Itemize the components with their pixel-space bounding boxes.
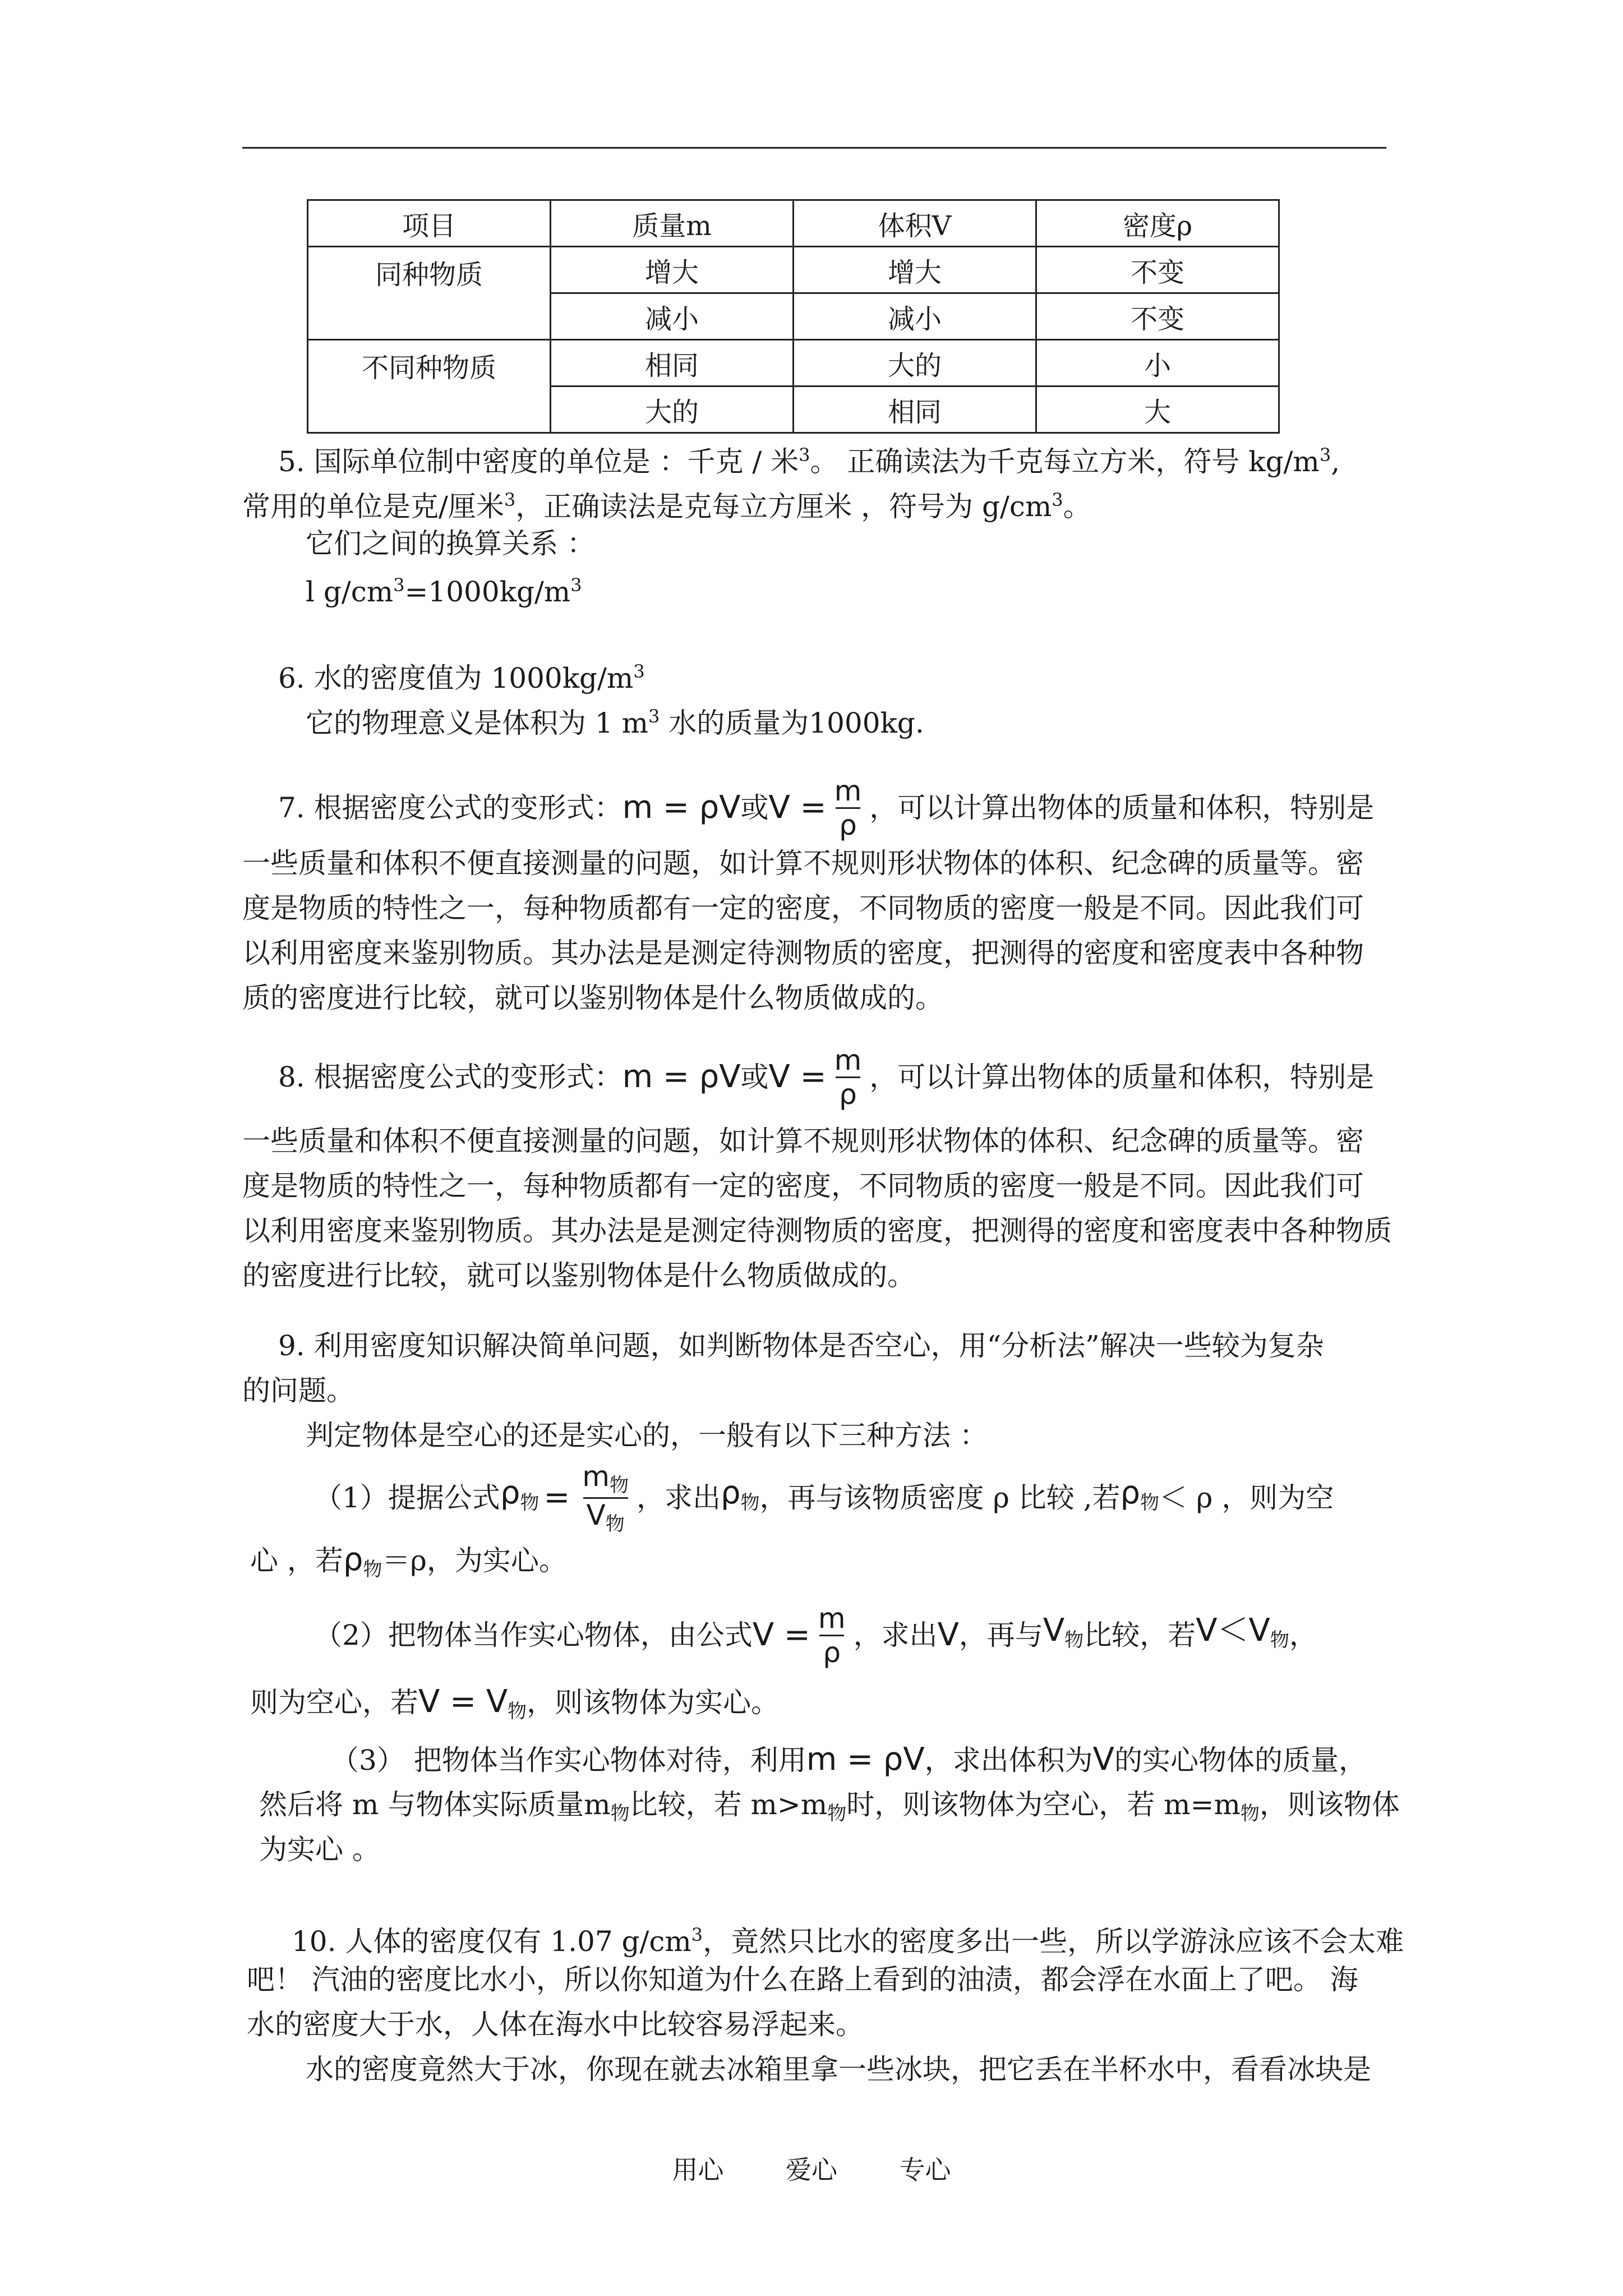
footer-text: 专心 bbox=[899, 2155, 951, 2185]
section-7-line-4: 以利用密度来鉴别物质。其办法是是测定待测物质的密度，把测得的密度和密度表中各种物 bbox=[242, 937, 1364, 969]
superscript: 3 bbox=[633, 661, 645, 682]
m-symbol: m bbox=[582, 1460, 610, 1493]
formula-volume: V = bbox=[768, 789, 827, 826]
text: ，求出 bbox=[637, 1481, 721, 1514]
section-7-line-3: 度是物质的特性之一，每种物质都有一定的密度，不同物质的密度一般是不同。因此我们可 bbox=[242, 892, 1364, 924]
table-header-cell: 密度ρ bbox=[1036, 200, 1279, 247]
v-symbol: V bbox=[1043, 1612, 1065, 1649]
text: 或 bbox=[740, 792, 769, 824]
table-cell: 减小 bbox=[551, 293, 794, 340]
numerator: m bbox=[818, 1602, 846, 1635]
rho-symbol: ρ bbox=[721, 1474, 741, 1511]
section-7-line-1 bbox=[278, 774, 1375, 841]
fraction-m-over-rho bbox=[815, 1604, 849, 1667]
text: ，求出 bbox=[853, 1619, 938, 1651]
text: 时，则该物体为空心，若 m=m bbox=[846, 1788, 1241, 1821]
text: ＜ ρ ，则为空 bbox=[1159, 1481, 1334, 1514]
header-rule bbox=[242, 147, 1386, 149]
subscript: 物 bbox=[1064, 1628, 1084, 1651]
section-10-line-4: 水的密度竟然大于冰，你现在就去冰箱里拿一些冰块，把它丢在半杯水中，看看冰块是 bbox=[306, 2053, 1371, 2086]
text: 则为空心，若 bbox=[250, 1686, 418, 1719]
text: ， bbox=[1289, 1619, 1317, 1651]
subscript: 物 bbox=[363, 1558, 382, 1581]
table-cell: 相同 bbox=[794, 386, 1036, 433]
table-group-label: 同种物质 bbox=[308, 247, 551, 340]
text: ，则该物体 bbox=[1259, 1788, 1400, 1821]
superscript: 3 bbox=[691, 1924, 703, 1945]
footer-text: 用心 bbox=[672, 2155, 724, 2185]
text: ，可以计算出物体的质量和体积，特别是 bbox=[869, 792, 1375, 824]
text: ，正确读法是克每立方厘米 ，符号为 g/cm bbox=[515, 490, 1052, 523]
method-1-line-2 bbox=[250, 1538, 567, 1591]
numerator bbox=[579, 1462, 632, 1497]
section-8-line-2: 一些质量和体积不便直接测量的问题，如计算不规则形状物体的体积、纪念碑的质量等。密 bbox=[242, 1125, 1364, 1157]
denominator: ρ bbox=[836, 807, 860, 839]
table-cell: 不变 bbox=[1036, 293, 1279, 340]
table-row bbox=[308, 247, 1279, 293]
section-5-conversion bbox=[306, 563, 582, 614]
denominator bbox=[583, 1497, 628, 1534]
v-less-than-vwu bbox=[1196, 1609, 1289, 1662]
subscript: 物 bbox=[740, 1491, 760, 1514]
density-table bbox=[307, 199, 1280, 434]
rho-wu bbox=[500, 1471, 540, 1525]
section-6-line-1 bbox=[278, 650, 645, 700]
table-row bbox=[308, 340, 1279, 386]
text: 它的物理意义是体积为 1 m bbox=[306, 707, 649, 739]
superscript: 3 bbox=[1052, 489, 1063, 510]
section-10-line-1 bbox=[292, 1913, 1404, 1963]
text: 10. 人体的密度仅有 1.07 g/cm bbox=[292, 1925, 691, 1958]
section-8-line-5: 的密度进行比较，就可以鉴别物体是什么物质做成的。 bbox=[242, 1259, 915, 1292]
text: ＝ρ，为实心。 bbox=[382, 1544, 567, 1577]
text: 。 正确读法为千克每立方米，符号 kg/m bbox=[810, 445, 1320, 478]
table-cell: 增大 bbox=[551, 247, 794, 293]
text: 。 bbox=[1063, 490, 1091, 523]
method-3-line-1 bbox=[331, 1738, 1367, 1782]
section-10-line-2: 吧！ 汽油的密度比水小，所以你知道为什么在路上看到的油渍，都会浮在水面上了吧。 海 bbox=[247, 1963, 1358, 1996]
subscript: 物 bbox=[610, 1474, 629, 1497]
text: l g/cm bbox=[306, 576, 394, 608]
subscript: 物 bbox=[1240, 1802, 1260, 1825]
section-5-line-1 bbox=[278, 433, 1340, 484]
table-header-cell: 体积V bbox=[794, 200, 1036, 247]
v-symbol: V bbox=[1248, 1612, 1270, 1649]
section-7-line-5: 质的密度进行比较，就可以鉴别物体是什么物质做成的。 bbox=[242, 982, 943, 1014]
rho-wu bbox=[721, 1471, 760, 1525]
denominator: ρ bbox=[819, 1635, 844, 1667]
text: 7. 根据密度公式的变形式： bbox=[278, 792, 623, 824]
section-6-line-2 bbox=[306, 694, 924, 745]
text: 的实心物体的质量， bbox=[1114, 1744, 1367, 1777]
text: （3） 把物体当作实心物体对待，利用 bbox=[331, 1744, 806, 1777]
table-cell: 小 bbox=[1036, 340, 1279, 386]
formula-volume: V = bbox=[768, 1059, 827, 1095]
text: 或 bbox=[740, 1061, 769, 1093]
superscript: 3 bbox=[393, 574, 405, 596]
text: 比较，若 bbox=[1083, 1619, 1196, 1651]
fraction-m-over-rho bbox=[831, 774, 865, 841]
formula-mass: m = ρV bbox=[622, 789, 741, 826]
v-symbol: V bbox=[586, 1498, 606, 1531]
subscript: 物 bbox=[1140, 1491, 1160, 1514]
method-3-line-3: 为实心 。 bbox=[259, 1833, 380, 1866]
rho-wu bbox=[1121, 1471, 1160, 1525]
text: 水的质量为1000kg. bbox=[660, 707, 924, 739]
text: 5. 国际单位制中密度的单位是 ：千克 / 米 bbox=[278, 445, 799, 478]
text: ，求出体积为 bbox=[924, 1744, 1093, 1777]
section-5-line-2 bbox=[242, 478, 1091, 528]
subscript: 物 bbox=[1270, 1628, 1289, 1651]
less-than: ＜ bbox=[1217, 1612, 1249, 1649]
text: （1）提据公式 bbox=[314, 1481, 500, 1514]
fraction-m-over-v bbox=[579, 1462, 632, 1534]
v-symbol: V bbox=[937, 1617, 959, 1653]
text: ，则该物体为实心。 bbox=[527, 1686, 780, 1719]
section-7-line-2: 一些质量和体积不便直接测量的问题，如计算不规则形状物体的体积、纪念碑的质量等。密 bbox=[242, 847, 1364, 880]
section-5-line-3: 它们之间的换算关系 ： bbox=[306, 527, 595, 560]
v-equals-vwu bbox=[418, 1683, 527, 1723]
text: （2）把物体当作实心物体，由公式 bbox=[314, 1619, 753, 1651]
table-cell: 减小 bbox=[794, 293, 1036, 340]
text: , bbox=[1331, 445, 1340, 478]
text: ，可以计算出物体的质量和体积，特别是 bbox=[869, 1061, 1375, 1093]
section-9-line-1: 9. 利用密度知识解决简单问题，如判断物体是否空心，用“分析法”解决一些较为复杂 bbox=[278, 1329, 1324, 1362]
text: ，竟然只比水的密度多出一些，所以学游泳应该不会太难 bbox=[703, 1925, 1404, 1958]
section-8-line-4: 以利用密度来鉴别物质。其办法是是测定待测物质的密度，把测得的密度和密度表中各种物质 bbox=[242, 1214, 1392, 1247]
method-2-line-2 bbox=[250, 1680, 779, 1733]
text: 6. 水的密度值为 1000kg/m bbox=[278, 662, 634, 694]
superscript: 3 bbox=[1319, 444, 1331, 466]
table-header-cell: 项目 bbox=[308, 200, 551, 247]
method-1-line-1 bbox=[314, 1458, 1334, 1537]
v-wu bbox=[1043, 1609, 1083, 1662]
section-10-line-3: 水的密度大于水，人体在海水中比较容易浮起来。 bbox=[247, 2008, 864, 2041]
page-footer bbox=[0, 2150, 1623, 2187]
footer-text: 爱心 bbox=[786, 2155, 837, 2185]
subscript: 物 bbox=[508, 1700, 527, 1723]
table-header-cell: 质量m bbox=[551, 200, 794, 247]
table-cell: 增大 bbox=[794, 247, 1036, 293]
section-9-line-2: 的问题。 bbox=[242, 1374, 354, 1407]
text: 心 ，若 bbox=[250, 1544, 343, 1577]
rho-symbol: ρ bbox=[500, 1474, 520, 1511]
formula-mass: m = ρV bbox=[806, 1741, 925, 1778]
superscript: 3 bbox=[799, 444, 810, 466]
formula: V = V bbox=[418, 1683, 508, 1720]
table-cell: 大的 bbox=[551, 386, 794, 433]
text: 常用的单位是克/厘米 bbox=[242, 490, 504, 523]
formula-mass: m = ρV bbox=[622, 1059, 741, 1095]
rho-wu bbox=[343, 1542, 382, 1581]
denominator: ρ bbox=[836, 1076, 860, 1108]
v-symbol: V bbox=[1196, 1612, 1218, 1649]
subscript: 物 bbox=[610, 1802, 630, 1825]
fraction-m-over-rho bbox=[831, 1043, 865, 1111]
table-header-row bbox=[308, 200, 1279, 247]
equals-sign: = bbox=[543, 1479, 570, 1516]
v-symbol: V bbox=[1092, 1741, 1114, 1778]
superscript: 3 bbox=[504, 489, 516, 510]
numerator: m bbox=[834, 774, 862, 807]
subscript: 物 bbox=[520, 1491, 540, 1514]
text: 8. 根据密度公式的变形式： bbox=[278, 1061, 623, 1093]
section-8-line-1 bbox=[278, 1043, 1374, 1111]
section-8-line-3: 度是物质的特性之一，每种物质都有一定的密度，不同物质的密度一般是不同。因此我们可 bbox=[242, 1170, 1364, 1202]
subscript: 物 bbox=[827, 1802, 847, 1825]
text: =1000kg/m bbox=[404, 576, 571, 608]
method-3-line-2 bbox=[259, 1783, 1400, 1835]
table-cell: 大的 bbox=[794, 340, 1036, 386]
numerator: m bbox=[834, 1043, 862, 1076]
superscript: 3 bbox=[648, 706, 660, 727]
table-group-label: 不同种物质 bbox=[308, 340, 551, 433]
table-cell: 大 bbox=[1036, 386, 1279, 433]
method-2-line-1 bbox=[314, 1599, 1317, 1672]
text: 然后将 m 与物体实际质量m bbox=[259, 1788, 611, 1821]
superscript: 3 bbox=[570, 574, 582, 596]
rho-symbol: ρ bbox=[343, 1542, 363, 1578]
text: ，再与该物质密度 ρ 比较 ,若 bbox=[759, 1481, 1121, 1514]
text: 比较，若 m>m bbox=[629, 1788, 828, 1821]
formula-volume: V = bbox=[752, 1617, 810, 1653]
section-9-line-3: 判定物体是空心的还是实心的，一般有以下三种方法 ： bbox=[306, 1419, 988, 1452]
text: ，再与 bbox=[958, 1619, 1043, 1651]
subscript: 物 bbox=[605, 1512, 625, 1535]
table-cell: 相同 bbox=[551, 340, 794, 386]
table-cell: 不变 bbox=[1036, 247, 1279, 293]
rho-symbol: ρ bbox=[1120, 1474, 1141, 1511]
